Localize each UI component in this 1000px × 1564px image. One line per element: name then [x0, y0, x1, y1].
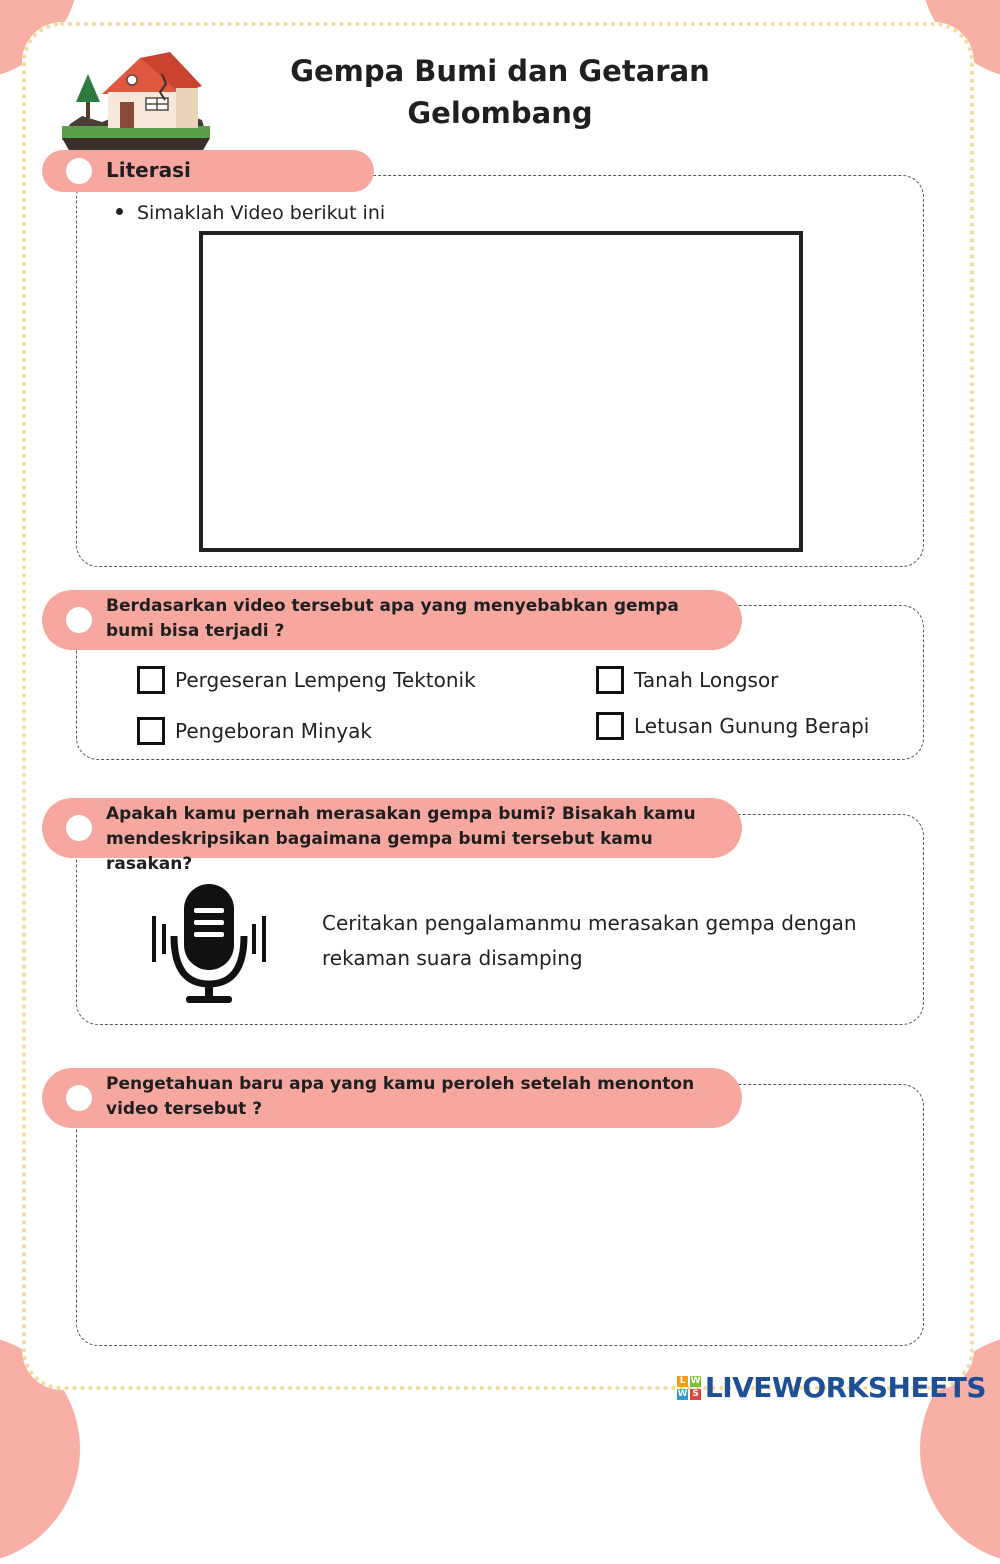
question-cause-text [106, 594, 679, 644]
bullet-icon [116, 208, 123, 215]
experience-question-line-1: Apakah kamu pernah merasakan gempa bumi? Bisakah kamu [106, 804, 696, 824]
new-knowledge-question [106, 1072, 694, 1122]
new-knowledge-pill [42, 1068, 742, 1128]
option-label: Letusan Gunung Berapi [634, 714, 870, 738]
question-cause-line-1: Berdasarkan video tersebut apa yang menyebabkan gempa [106, 596, 679, 616]
question-cause-pill [42, 590, 742, 650]
experience-question-line-2: mendeskripsikan bagaimana gempa bumi tersebut kamu rasakan? [106, 829, 653, 874]
checkbox[interactable] [596, 712, 624, 740]
literasi-heading: Literasi [106, 158, 191, 182]
cracked-house-icon [62, 44, 210, 152]
video-instruction-text: Simaklah Video berikut ini [137, 202, 386, 224]
checkbox[interactable] [137, 666, 165, 694]
new-knowledge-line-2: video tersebut ? [106, 1099, 263, 1119]
microphone-icon[interactable] [146, 880, 272, 1006]
liveworksheets-logo [677, 1371, 986, 1404]
pill-dot-icon [66, 607, 92, 633]
liveworksheets-icon: L W W S [677, 1375, 701, 1399]
video-instruction [116, 202, 385, 224]
question-cause-line-2: bumi bisa terjadi ? [106, 621, 285, 641]
recording-instruction [322, 906, 882, 976]
title-line-1: Gempa Bumi dan Getaran [290, 54, 710, 88]
video-player[interactable] [199, 231, 803, 552]
experience-question-text [106, 802, 742, 877]
experience-question-pill [42, 798, 742, 874]
pill-dot-icon [66, 815, 92, 841]
page-title [250, 50, 750, 134]
option-pengeboran-minyak[interactable] [137, 717, 372, 745]
option-label: Tanah Longsor [634, 668, 779, 692]
brand-name: LIVEWORKSHEETS [704, 1371, 986, 1404]
recording-instruction-line-1: Ceritakan pengalamanmu merasakan gempa dengan [322, 911, 857, 935]
option-label: Pergeseran Lempeng Tektonik [175, 668, 476, 692]
option-letusan-gunung[interactable] [596, 712, 869, 740]
title-line-2: Gelombang [407, 96, 593, 130]
pill-dot-icon [66, 158, 92, 184]
new-knowledge-line-1: Pengetahuan baru apa yang kamu peroleh setelah menonton [106, 1074, 695, 1094]
checkbox[interactable] [596, 666, 624, 694]
literasi-heading-pill [42, 150, 374, 192]
pill-dot-icon [66, 1085, 92, 1111]
option-tanah-longsor[interactable] [596, 666, 778, 694]
option-pergeseran-lempeng[interactable] [137, 666, 476, 694]
recording-instruction-line-2: rekaman suara disamping [322, 946, 583, 970]
checkbox[interactable] [137, 717, 165, 745]
option-label: Pengeboran Minyak [175, 719, 372, 743]
